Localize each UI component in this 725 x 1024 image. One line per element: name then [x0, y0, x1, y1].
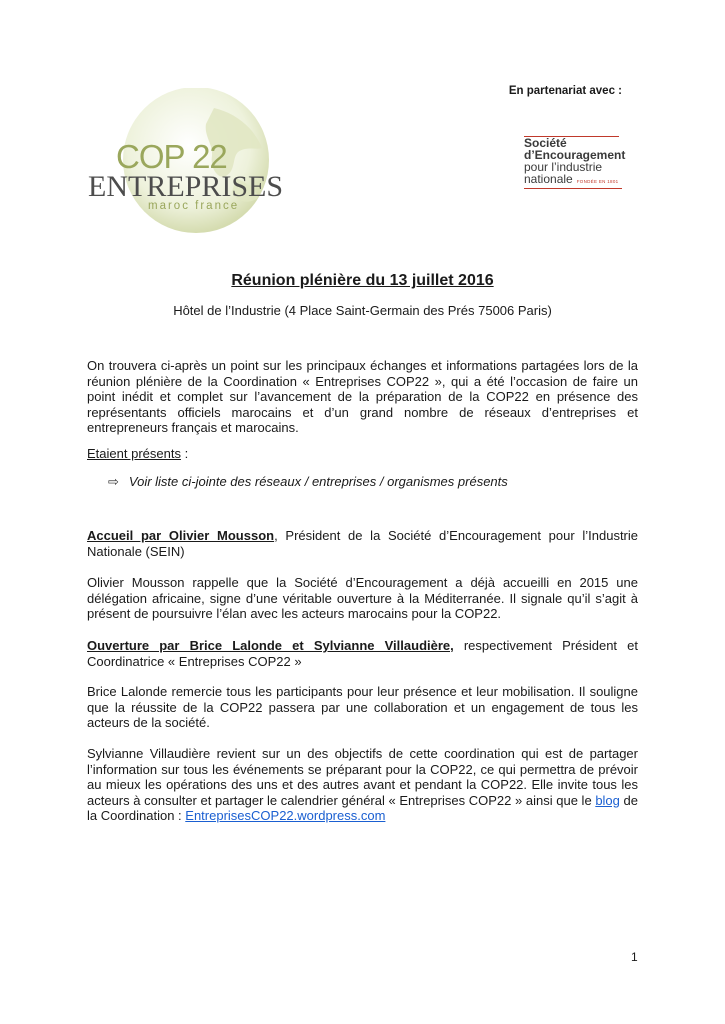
ouverture-heading: Ouverture par Brice Lalonde et Sylvianne Villaudière,: [87, 638, 454, 653]
sein-logo: [524, 136, 634, 189]
accueil-body: Olivier Mousson rappelle que la Société d’Encouragement a déjà accueilli en 2015 une délégation africaine, signe d’une véritable ouverture à la Méditerranée. Il signale qu’il s’agit à présent de poursuivre l’élan avec les acteurs marocains pour la COP22.: [87, 575, 638, 621]
accueil-heading-rest: , Président de la Société d’Encouragement pour l’Industrie Nationale (SEIN): [87, 528, 639, 559]
sein-logo-nationale: nationale: [524, 172, 573, 186]
accueil-heading: Accueil par Olivier Mousson: [87, 528, 275, 543]
sein-logo-founded: FONDÉE EN 1801: [576, 179, 619, 184]
present-bullet-text: Voir liste ci-jointe des réseaux / entreprises / organismes présents: [128, 474, 508, 489]
page-number: 1: [631, 950, 638, 964]
document-venue: Hôtel de l’Industrie (4 Place Saint-Germain des Prés 75006 Paris): [173, 303, 552, 318]
present-label: Etaient présents: [87, 446, 181, 461]
present-bullet: [108, 474, 508, 490]
ouverture-body2-mid: de la Coordination :: [87, 792, 638, 823]
ouverture-heading-paragraph: [87, 638, 638, 669]
cop22-entreprises-logo: [86, 88, 284, 238]
sein-logo-line1: Société: [524, 136, 619, 149]
site-link[interactable]: EntreprisesCOP22.wordpress.com: [185, 808, 386, 823]
arrow-right-icon: ⇨: [108, 474, 119, 489]
logo-cop22-text: COP 22: [116, 138, 227, 175]
partner-label: En partenariat avec :: [508, 85, 622, 97]
document-title: Réunion plénière du 13 juillet 2016: [231, 272, 494, 289]
present-suffix: :: [180, 446, 189, 461]
ouverture-heading-rest: respectivement Président et Coordinatrice « Entreprises COP22 »: [87, 638, 638, 669]
sein-logo-line3: pour l’industrie: [524, 160, 603, 174]
logo-entreprises-text: ENTREPRISES: [88, 170, 284, 203]
sein-logo-line2: d’Encouragement: [524, 148, 626, 162]
present-line: [87, 446, 638, 462]
ouverture-body2-start: Sylvianne Villaudière revient sur un des objectifs de cette coordination qui est de partager l’information sur tous les événements se préparant pour la COP22, ce qui permettra de prévoir au mieux les opérations des uns et des autres avant et pendant la COP22. Elle invite tous les acteurs à consulter et partager le calendrier général « Entreprises COP22 » ainsi que le: [87, 746, 638, 808]
sein-logo-line4: [524, 173, 622, 189]
logo-maroc-france-text: maroc france: [148, 200, 240, 212]
ouverture-body1: Brice Lalonde remercie tous les participants pour leur présence et leur mobilisation. Il souligne que la réussite de la COP22 passera par une collaboration et un engagement de tous les acteurs de la société.: [87, 684, 638, 730]
ouverture-body2: [87, 746, 638, 824]
intro-paragraph: On trouvera ci-après un point sur les principaux échanges et informations partagées lors de la réunion plénière de la Coordination « Entreprises COP22 », qui a été l’occasion de faire un point inédit et complet sur l’avancement de la préparation de la COP22 en présence des représentants officiels marocains et d’un grand nombre de réseaux d’entreprises et entrepreneurs français et marocains.: [87, 358, 638, 435]
accueil-heading-paragraph: [87, 528, 638, 559]
blog-link[interactable]: blog: [595, 792, 620, 808]
